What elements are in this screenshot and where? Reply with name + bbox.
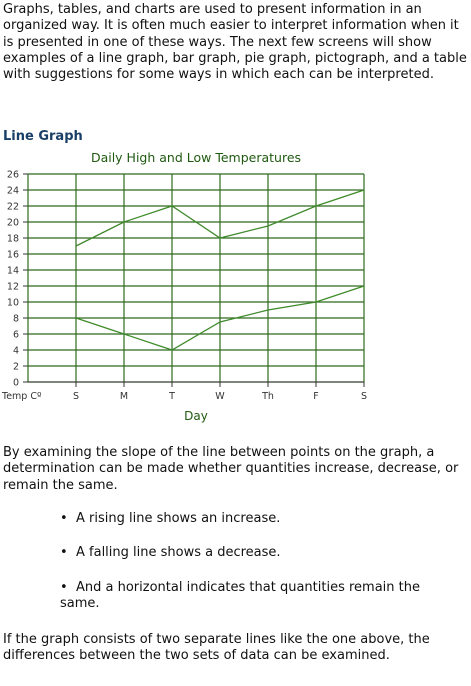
bullet-text: A rising line shows an increase.: [76, 511, 281, 526]
y-tick-label: 22: [6, 201, 19, 213]
bullet-icon: •: [60, 580, 68, 595]
bullet-icon: •: [60, 545, 68, 560]
bullet-falling: [60, 545, 440, 561]
x-axis-label: Day: [184, 409, 208, 423]
bullet-text: And a horizontal indicates that quantities remain the same.: [60, 580, 420, 612]
y-tick-label: 20: [6, 217, 19, 229]
y-tick-label: 12: [6, 281, 19, 293]
y-tick-label: 14: [6, 265, 19, 277]
y-tick-label: 18: [6, 233, 19, 245]
intro-paragraph: Graphs, tables, and charts are used to present information in an organized way. It is often much easier to interpret information when it is presented in one of these ways. The next few screens will show examples of a line graph, bar graph, pie graph, pictograph, and a table with suggestions for some ways in which each can be interpreted.: [3, 2, 467, 83]
x-tick-label: W: [215, 391, 225, 402]
y-tick-label: 4: [12, 345, 19, 357]
section-heading: Line Graph: [3, 129, 83, 144]
y-tick-label: 16: [6, 249, 19, 261]
bullet-text: A falling line shows a decrease.: [76, 545, 281, 560]
y-tick-label: 2: [12, 361, 19, 373]
x-tick-label: S: [72, 391, 80, 402]
bullet-rising: [60, 511, 440, 527]
y-axis-label: Temp Cº: [2, 391, 42, 402]
x-tick-label: M: [119, 391, 129, 402]
bullet-horizontal: [60, 580, 440, 613]
y-tick-label: 10: [6, 297, 19, 309]
chart-title: Daily High and Low Temperatures: [90, 150, 302, 165]
y-tick-label: 26: [6, 169, 19, 181]
slope-paragraph: By examining the slope of the line between points on the graph, a determination can be made whether quantities increase, decrease, or remain the same.: [3, 445, 459, 493]
line-chart: [0, 148, 471, 428]
x-tick-label: T: [169, 391, 175, 402]
x-tick-label: Th: [262, 391, 274, 402]
y-tick-label: 0: [12, 377, 19, 389]
bullet-icon: •: [60, 511, 68, 526]
y-tick-label: 6: [12, 329, 19, 341]
x-tick-label: S: [360, 391, 368, 402]
x-tick-label: F: [313, 391, 319, 402]
y-tick-label: 8: [12, 313, 19, 325]
y-tick-label: 24: [6, 185, 19, 197]
closing-paragraph: If the graph consists of two separate lines like the one above, the differences between the two sets of data can be examined.: [3, 632, 430, 664]
